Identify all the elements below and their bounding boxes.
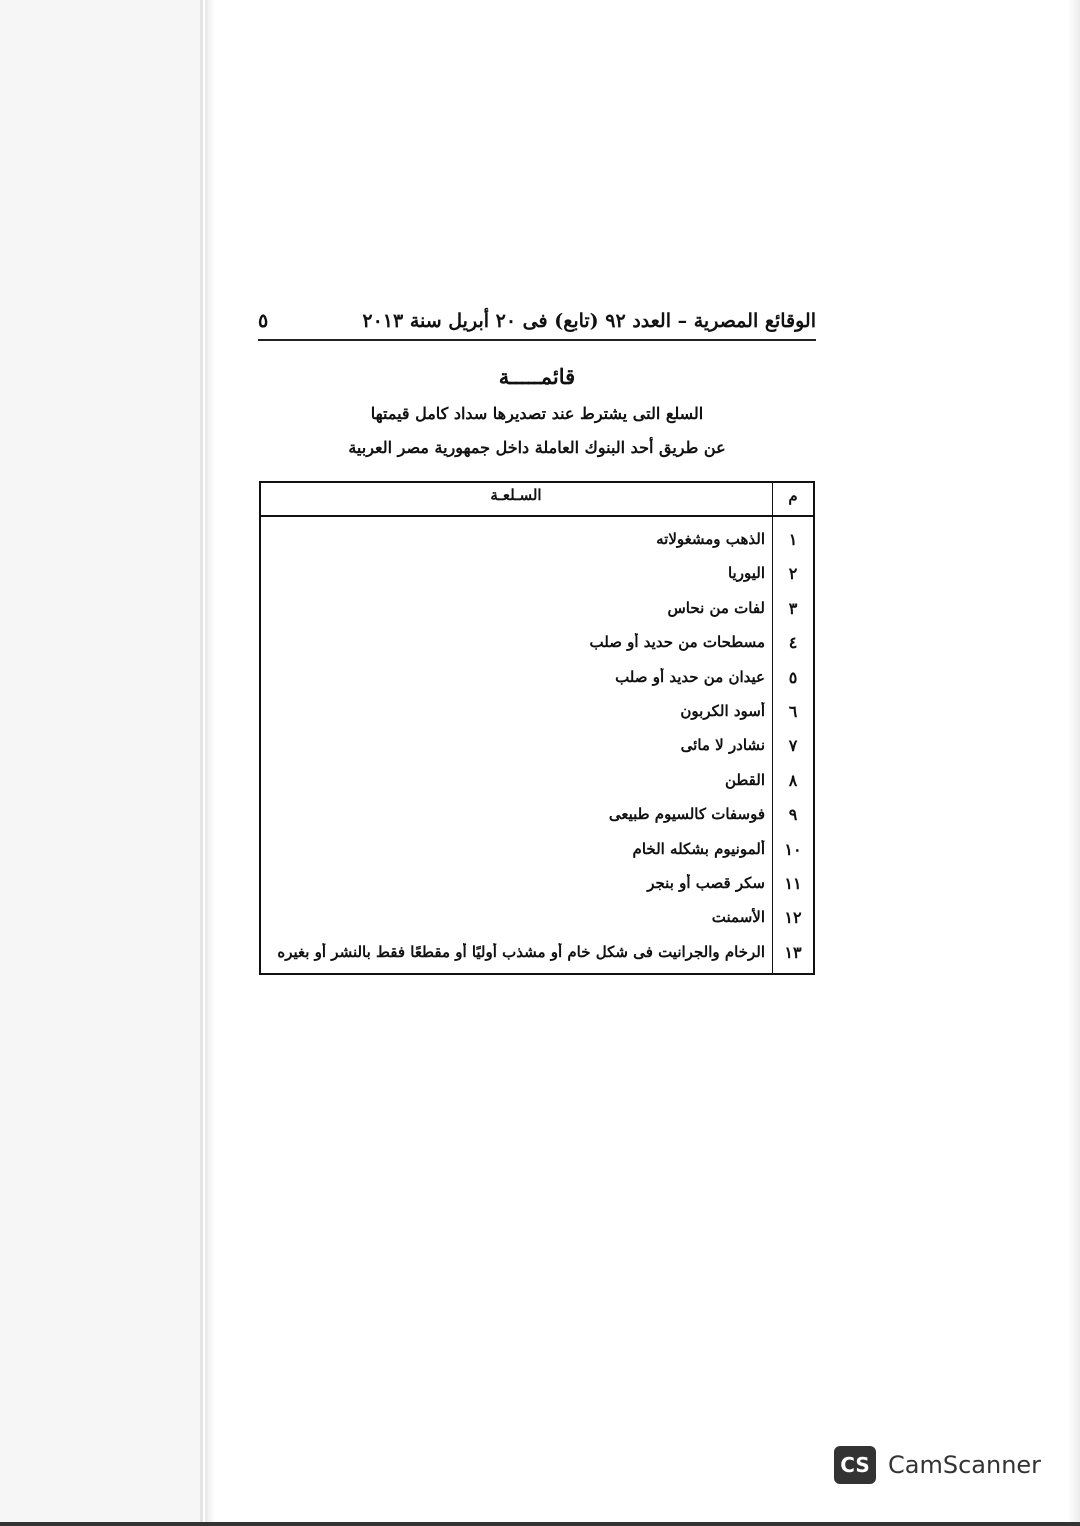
row-number: ٣ xyxy=(788,598,798,618)
camscanner-watermark xyxy=(834,1444,1041,1486)
table-row xyxy=(261,695,813,729)
row-item: لفات من نحاس xyxy=(667,598,765,617)
list-subtitle-line-2: عن طريق أحد البنوك العاملة داخل جمهورية مصر العربية xyxy=(348,438,726,457)
page-number: ٥ xyxy=(258,310,269,332)
row-item: القطن xyxy=(724,770,765,789)
row-item: نشادر لا مائى xyxy=(680,736,765,755)
row-number: ٩ xyxy=(788,805,798,825)
row-item: عيدان من حديد أو صلب xyxy=(615,667,765,686)
header-row-rule xyxy=(261,515,813,517)
publication-title: الوقائع المصرية – العدد ٩٢ (تابع) فى ٢٠ أبريل سنة ٢٠١٣ xyxy=(362,310,816,332)
row-item: الأسمنت xyxy=(711,908,765,927)
row-item: سكر قصب أو بنجر xyxy=(647,873,765,892)
header-rule xyxy=(258,339,816,341)
table-row xyxy=(261,833,813,867)
row-number: ٨ xyxy=(788,770,798,790)
goods-table xyxy=(259,481,815,975)
row-number: ١٠ xyxy=(784,839,802,859)
table-row xyxy=(261,729,813,763)
table-row xyxy=(261,764,813,798)
row-item: فوسفات كالسيوم طبيعى xyxy=(608,805,765,824)
row-item: الرخام والجرانيت فى شكل خام أو مشذب أوليًا أو مقطعًا فقط بالنشر أو بغيره xyxy=(277,942,765,961)
list-title: قائمـــــة xyxy=(498,364,576,389)
row-item: أسود الكربون xyxy=(680,701,765,720)
table-row xyxy=(261,661,813,695)
list-subtitle-line-1: السلع التى يشترط عند تصديرها سداد كامل قيمتها xyxy=(370,404,704,423)
gazette-header xyxy=(258,306,816,336)
row-number: ١٣ xyxy=(784,942,802,962)
row-number: ٦ xyxy=(788,701,798,721)
row-item: ألمونيوم بشكله الخام xyxy=(632,839,765,858)
camscanner-logo-icon: CS xyxy=(834,1446,876,1484)
row-number: ٢ xyxy=(788,564,798,584)
row-item: الذهب ومشغولاته xyxy=(656,530,765,548)
table-row xyxy=(261,901,813,935)
camscanner-text: CamScanner xyxy=(888,1451,1042,1479)
table-row xyxy=(261,936,813,970)
table-row xyxy=(261,798,813,832)
row-number: ٤ xyxy=(788,633,798,653)
page-edge-shadow xyxy=(1068,0,1080,1522)
row-item: اليوريا xyxy=(727,564,765,583)
table-body xyxy=(261,523,813,970)
row-number: ١١ xyxy=(784,873,802,893)
row-number: ١ xyxy=(788,530,798,549)
column-header-item: السـلعـة xyxy=(490,486,542,504)
page-binding-shadow xyxy=(205,0,215,1522)
table-row xyxy=(261,592,813,626)
scan-bottom-edge xyxy=(0,1522,1080,1526)
row-number: ٧ xyxy=(788,736,798,756)
table-row xyxy=(261,523,813,557)
table-row xyxy=(261,626,813,660)
row-item: مسطحات من حديد أو صلب xyxy=(589,633,765,652)
row-number: ٥ xyxy=(788,667,798,687)
column-header-number: م xyxy=(788,487,798,505)
row-number: ١٢ xyxy=(784,908,802,928)
table-row xyxy=(261,557,813,591)
table-row xyxy=(261,867,813,901)
